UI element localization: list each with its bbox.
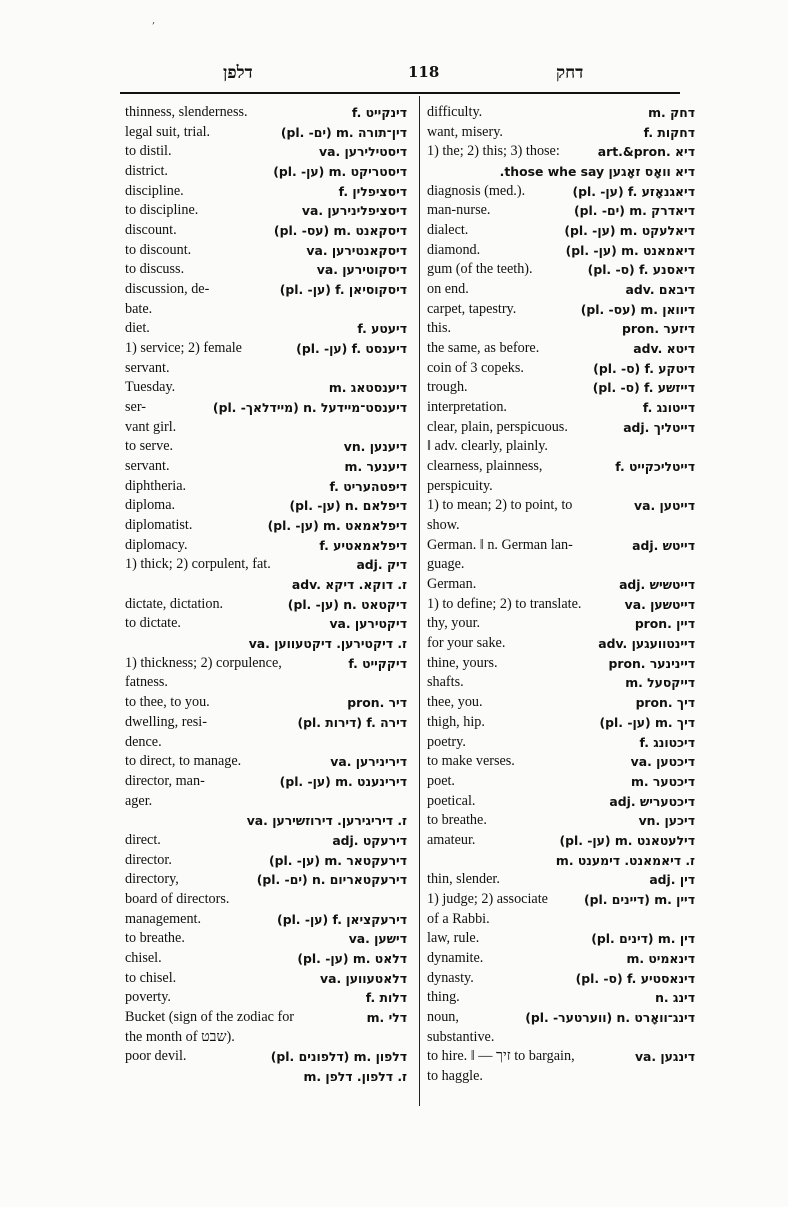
dictionary-line (125, 418, 407, 438)
english-gloss: to thee, to you. (125, 694, 210, 711)
english-continuation: board of directors. (125, 890, 230, 907)
header-rule (120, 92, 680, 94)
headword: pron. דיר (347, 695, 407, 711)
dictionary-line (125, 851, 407, 871)
english-gloss: thinness, slenderness. (125, 104, 248, 120)
headword: (pl. דיינים) m. דיין (583, 891, 695, 907)
dictionary-line (125, 949, 407, 969)
left-column (125, 103, 407, 1087)
english-continuation: substantive. (427, 1028, 495, 1045)
dictionary-line (427, 851, 695, 871)
english-gloss: diphtheria. (125, 477, 187, 494)
dictionary-line (427, 634, 695, 654)
headword: va. דישען (348, 931, 407, 947)
headword: m. דיכטער (630, 773, 695, 789)
english-gloss: diamond. (427, 241, 481, 258)
headword: (pl. -ים) m. דיאדרק (574, 203, 695, 219)
headword: (pl. -ען) m. דיסטריקט (273, 164, 407, 180)
dictionary-line (125, 162, 407, 182)
english-gloss: director. (125, 851, 172, 868)
headword: (pl. -ים) m. דין־תורה (280, 124, 407, 140)
english-gloss: to discount. (125, 241, 192, 258)
dictionary-line (125, 733, 407, 753)
english-gloss: law, rule. (427, 930, 480, 947)
dictionary-line (427, 811, 695, 831)
dictionary-line (427, 752, 695, 772)
headword: (pl. -ען) m. דיפלאמאט (267, 518, 407, 534)
dictionary-line (125, 398, 407, 418)
dictionary-line (125, 811, 407, 831)
english-gloss: diet. (125, 320, 150, 337)
english-gloss: dwelling, resi- (125, 713, 207, 730)
headword: (pl. -ען) f. דירעקציאן (277, 911, 407, 927)
dictionary-line (125, 536, 407, 556)
english-gloss: carpet, tapestry. (427, 300, 517, 317)
headword: m. דלי (366, 1009, 407, 1025)
dictionary-line (125, 359, 407, 379)
english-gloss: diplomacy. (125, 536, 188, 553)
english-continuation: dence. (125, 733, 162, 750)
english-gloss: for your sake. (427, 635, 506, 652)
headword: f. דלות (365, 990, 407, 1006)
english-gloss: to breathe. (125, 930, 185, 947)
dictionary-line (125, 910, 407, 930)
english-gloss: noun, (427, 1008, 459, 1025)
english-gloss: directory, (125, 871, 179, 888)
dictionary-line (427, 1047, 695, 1067)
headword: (pl. -ען) n. דיקטאט (287, 596, 407, 612)
english-gloss: the same, as before. (427, 340, 540, 357)
headword: va. דיכטען (630, 754, 695, 770)
headword: (pl. -ס) f. דיטקע (593, 360, 695, 376)
english-gloss: German. (427, 576, 477, 593)
dictionary-line (427, 673, 695, 693)
english-gloss: dialect. (427, 222, 469, 239)
english-continuation: servant. (125, 359, 170, 376)
dictionary-line (427, 555, 695, 575)
english-gloss: coin of 3 copeks. (427, 359, 524, 376)
headword: n. דינג (655, 990, 695, 1006)
headword: va. דירינירען (330, 754, 407, 770)
headword: va. דינגען (634, 1049, 695, 1065)
dictionary-line (125, 772, 407, 792)
english-gloss: poet. (427, 772, 455, 789)
english-gloss: director, man- (125, 772, 205, 789)
english-gloss: trough. (427, 379, 468, 396)
english-gloss: district. (125, 163, 168, 180)
dictionary-line (427, 359, 695, 379)
english-gloss: want, misery. (427, 123, 503, 140)
dictionary-line (125, 221, 407, 241)
cross-reference: adv. ז. דוקא. דיקא (291, 577, 407, 593)
headword: f. דיפטהעריט (329, 478, 407, 494)
headword: f. דיקקייט (348, 655, 407, 671)
dictionary-line (427, 477, 695, 497)
headword: va. דיסקוטירען (316, 262, 407, 278)
header-right-word: דחק (556, 63, 584, 83)
dictionary-line (427, 280, 695, 300)
headword: f. דייטליכקייט (615, 459, 695, 475)
headword: (pl. -ען) m. דירינענט (279, 773, 407, 789)
english-gloss: management. (125, 910, 202, 927)
dictionary-line (125, 241, 407, 261)
dictionary-line (125, 280, 407, 300)
headword: (pl. -ען) f. דיאגנאָזע (572, 183, 695, 199)
dictionary-line (427, 1067, 695, 1087)
cross-reference: va. ז. דיריגירען. דירוזשירען (246, 813, 407, 829)
headword: adj. דין (649, 872, 695, 888)
dictionary-line (125, 575, 407, 595)
dictionary-line (427, 949, 695, 969)
english-gloss: dynamite. (427, 949, 484, 966)
dictionary-line (125, 319, 407, 339)
dictionary-line (125, 142, 407, 162)
dictionary-line (125, 300, 407, 320)
english-gloss: thigh, hip. (427, 713, 485, 730)
dictionary-line (427, 772, 695, 792)
headword: vn. דיענען (343, 439, 407, 455)
dictionary-line (125, 1008, 407, 1028)
headword: adj. דיכטעריש (609, 793, 695, 809)
dictionary-line (427, 910, 695, 930)
english-gloss: clearness, plainness, (427, 458, 543, 475)
english-gloss: to discuss. (125, 261, 185, 278)
dictionary-line (125, 634, 407, 654)
dictionary-line (125, 614, 407, 634)
dictionary-line (427, 575, 695, 595)
headword: (pl. -ען) m. דיך (599, 714, 695, 730)
dictionary-line (427, 457, 695, 477)
english-gloss: ser- (125, 399, 146, 416)
headword: va. דיסציפלינירען (301, 203, 407, 219)
english-gloss: to direct, to manage. (125, 753, 242, 770)
english-gloss: thing. (427, 989, 460, 1006)
english-gloss: dynasty. (427, 969, 474, 986)
dictionary-line (427, 221, 695, 241)
dictionary-line (125, 988, 407, 1008)
dictionary-line (125, 1028, 407, 1048)
dictionary-line (427, 260, 695, 280)
english-gloss: thee, you. (427, 694, 483, 711)
english-gloss: German. ‖ n. German lan- (427, 536, 573, 553)
headword: art.&pron. דיא (597, 144, 695, 160)
dictionary-line (125, 792, 407, 812)
dictionary-line (427, 831, 695, 851)
dictionary-line (427, 398, 695, 418)
dictionary-line (427, 929, 695, 949)
dictionary-line (125, 929, 407, 949)
dictionary-line (125, 713, 407, 733)
headword: (pl. -מיידלאך) n. דיענסט־מיידעל (212, 400, 407, 416)
headword: m. דייקסעל (625, 675, 695, 691)
english-continuation: the month of שבט). (125, 1028, 235, 1045)
dictionary-line (427, 418, 695, 438)
dictionary-line (427, 162, 695, 182)
dictionary-line (427, 516, 695, 536)
headword: (pl. -ים) n. דירעקטאריום (256, 872, 407, 888)
headword: (pl. -ען) m. דירעקטאר (268, 852, 407, 868)
english-gloss: clear, plain, perspicuous. (427, 418, 568, 435)
english-gloss: direct. (125, 831, 161, 848)
english-continuation: of a Rabbi. (427, 910, 490, 927)
headword: (pl. -ען) f. דיסקוסיאן (279, 282, 407, 298)
headword: (pl. -ען) m. דיאמאנט (565, 242, 695, 258)
dictionary-line (125, 595, 407, 615)
headword: f. דייטונג (642, 400, 695, 416)
dictionary-line (125, 693, 407, 713)
headword: va. דלאטעווען (320, 970, 407, 986)
headword: (pl. דלפונים) m. דלפון (270, 1049, 407, 1065)
dictionary-line (427, 536, 695, 556)
headword: f. דיפלאמאטיע (319, 537, 407, 553)
page-header (120, 63, 680, 89)
column-divider (419, 96, 420, 1106)
english-gloss: to chisel. (125, 969, 177, 986)
dictionary-line (125, 831, 407, 851)
english-gloss: Bucket (sign of the zodiac for (125, 1008, 295, 1025)
headword: va. דיקטירען (329, 616, 407, 632)
english-gloss: chisel. (125, 949, 162, 966)
dictionary-line (427, 693, 695, 713)
english-gloss: interpretation. (427, 399, 507, 416)
english-gloss: dictate, dictation. (125, 595, 224, 612)
dictionary-line (427, 595, 695, 615)
english-gloss: thy, your. (427, 615, 481, 632)
dictionary-line (427, 654, 695, 674)
dictionary-line (427, 437, 695, 457)
dictionary-line (125, 260, 407, 280)
english-gloss: gum (of the teeth). (427, 261, 533, 278)
headword: va. דיסקאנטירען (306, 242, 407, 258)
dictionary-line (427, 300, 695, 320)
page-mark: , (152, 15, 156, 26)
headword: m. דיענער (344, 459, 407, 475)
english-gloss: shafts. (427, 674, 464, 691)
dictionary-line (125, 555, 407, 575)
dictionary-line (125, 969, 407, 989)
dictionary-line (125, 516, 407, 536)
headword: f. דיסציפלין (338, 183, 407, 199)
headword: adj. דיק (356, 557, 407, 573)
english-gloss: 1) the; 2) this; 3) those: (427, 143, 560, 160)
dictionary-line (427, 123, 695, 143)
english-gloss: poetry. (427, 733, 466, 750)
dictionary-line (125, 673, 407, 693)
english-gloss: Tuesday. (125, 379, 176, 396)
headword: adj. דירעקט (332, 832, 407, 848)
dictionary-line (427, 142, 695, 162)
dictionary-line (427, 1028, 695, 1048)
english-gloss: diploma. (125, 497, 176, 514)
dictionary-line (125, 1047, 407, 1067)
dictionary-line (125, 870, 407, 890)
dictionary-line (427, 713, 695, 733)
headword: vn. דיכען (638, 813, 695, 829)
english-gloss: legal suit, trial. (125, 123, 211, 140)
dictionary-line (427, 378, 695, 398)
dictionary-line (125, 477, 407, 497)
english-gloss: thin, slender. (427, 871, 500, 888)
headword: (pl. -ס) f. דינאסטיע (575, 970, 695, 986)
headword: va. דיסטילירען (319, 144, 407, 160)
headword: m. דיענסטאג (328, 380, 407, 396)
headword: (pl. -ס) f. דיאסנע (587, 262, 695, 278)
english-gloss: discussion, de- (125, 281, 210, 298)
english-gloss: 1) to define; 2) to translate. (427, 595, 582, 612)
english-gloss: difficulty. (427, 104, 483, 120)
english-gloss: amateur. (427, 831, 476, 848)
headword: (pl. -ען) n. דיפלאם (289, 498, 407, 514)
headword: m. דינאמיט (626, 950, 695, 966)
dictionary-line (125, 890, 407, 910)
headword: pron. דיינינער (608, 655, 695, 671)
headword: adj. דייטש (632, 537, 695, 553)
dictionary-line (427, 733, 695, 753)
headword: pron. דיך (635, 695, 695, 711)
dictionary-line (427, 201, 695, 221)
english-gloss: discount. (125, 222, 177, 239)
headword: f. דינקייט (351, 105, 407, 120)
english-continuation: guage. (427, 556, 465, 573)
english-gloss: to serve. (125, 438, 174, 455)
dictionary-line (427, 496, 695, 516)
english-continuation: ‖ adv. clearly, plainly. (427, 438, 548, 455)
english-continuation: to haggle. (427, 1067, 483, 1084)
dictionary-line (427, 614, 695, 634)
headword: (pl. -ען) f. דיענסט (296, 341, 407, 357)
dictionary-line (125, 752, 407, 772)
english-gloss: servant. (125, 458, 170, 475)
headword: (pl. דירות) f. דירה (297, 714, 407, 730)
headword: va. דייטען (634, 498, 695, 514)
english-gloss: diplomatist. (125, 517, 193, 534)
headword: (pl. -ען) m. דיאלעקט (564, 223, 695, 239)
headword: f. דיכטונג (639, 734, 695, 750)
dictionary-line (125, 496, 407, 516)
dictionary-line (427, 182, 695, 202)
headword: adj. דייטליך (623, 419, 695, 435)
english-gloss: diagnosis (med.). (427, 182, 526, 199)
cross-reference: דיא וואָס זאָגען those whe say. (499, 164, 695, 180)
english-gloss: 1) to mean; 2) to point, to (427, 497, 573, 514)
headword: (pl. -ען) m. דילעטאנט (559, 832, 695, 848)
headword: m. דחק (648, 105, 695, 120)
dictionary-line (125, 103, 407, 123)
english-gloss: to breathe. (427, 812, 487, 829)
english-gloss: thine, yours. (427, 654, 498, 671)
dictionary-line (427, 870, 695, 890)
english-gloss: poor devil. (125, 1048, 187, 1065)
dictionary-line (427, 969, 695, 989)
headword: (pl. דינים) m. דין (591, 931, 695, 947)
dictionary-line (427, 241, 695, 261)
page-number: 118 (408, 63, 440, 81)
headword: (pl. -ס) f. דייזשע (592, 380, 695, 396)
headword: f. דיעטע (357, 321, 407, 337)
cross-reference: m. ז. דיאמאנט. דימענט (555, 852, 695, 868)
english-gloss: 1) thick; 2) corpulent, fat. (125, 556, 271, 573)
dictionary-line (125, 201, 407, 221)
cross-reference: va. ז. דיקטירען. דיקטעווען (248, 636, 407, 652)
headword: adv. דיבאם (625, 282, 695, 298)
dictionary-line (125, 378, 407, 398)
english-gloss: on end. (427, 281, 469, 298)
dictionary-line (427, 319, 695, 339)
headword: adv. דיטא (633, 341, 695, 357)
header-left-word: דלפן (223, 63, 253, 83)
english-gloss: discipline. (125, 182, 184, 199)
english-continuation: show. (427, 517, 460, 534)
dictionary-line (427, 103, 695, 123)
headword: (pl. -ווערטער) n. דינג־וואָרט (525, 1009, 695, 1025)
headword: adv. דיינטוועגען (598, 636, 695, 652)
english-gloss: this. (427, 320, 452, 337)
dictionary-line (427, 890, 695, 910)
dictionary-line (125, 654, 407, 674)
dictionary-line (125, 457, 407, 477)
english-continuation: ager. (125, 792, 153, 809)
english-gloss: poetical. (427, 792, 476, 809)
headword: f. דחקות (643, 124, 695, 140)
english-gloss: 1) thickness; 2) corpulence, (125, 654, 282, 671)
headword: adj. דייטשיש (619, 577, 695, 593)
dictionary-line (125, 1067, 407, 1087)
english-continuation: vant girl. (125, 418, 177, 435)
headword: (pl. -עס) m. דיוואן (580, 301, 695, 317)
english-gloss: man-nurse. (427, 202, 491, 219)
english-gloss: to discipline. (125, 202, 199, 219)
dictionary-line (125, 437, 407, 457)
dictionary-line (427, 339, 695, 359)
dictionary-line (427, 792, 695, 812)
english-gloss: to hire. ‖ — זיך to bargain, (427, 1048, 575, 1065)
dictionary-line (125, 182, 407, 202)
english-continuation: bate. (125, 300, 153, 317)
english-gloss: to distil. (125, 143, 172, 160)
english-continuation: perspicuity. (427, 477, 493, 494)
headword: (pl. -ען) m. דלאט (297, 950, 407, 966)
english-gloss: to dictate. (125, 615, 181, 632)
headword: pron. דיין (634, 616, 695, 632)
english-continuation: fatness. (125, 674, 168, 691)
cross-reference: m. ז. דלפון. דלפן (303, 1068, 407, 1084)
english-gloss: to make verses. (427, 753, 515, 770)
english-gloss: poverty. (125, 989, 171, 1006)
dictionary-line (427, 988, 695, 1008)
headword: pron. דיזער (622, 321, 695, 337)
english-gloss: 1) service; 2) female (125, 340, 242, 357)
dictionary-line (125, 339, 407, 359)
headword: (pl. -עס) m. דיסקאנט (273, 223, 407, 239)
right-column (427, 103, 695, 1087)
headword: va. דייטשען (624, 596, 695, 612)
english-gloss: 1) judge; 2) associate (427, 890, 548, 907)
dictionary-line (427, 1008, 695, 1028)
dictionary-line (125, 123, 407, 143)
